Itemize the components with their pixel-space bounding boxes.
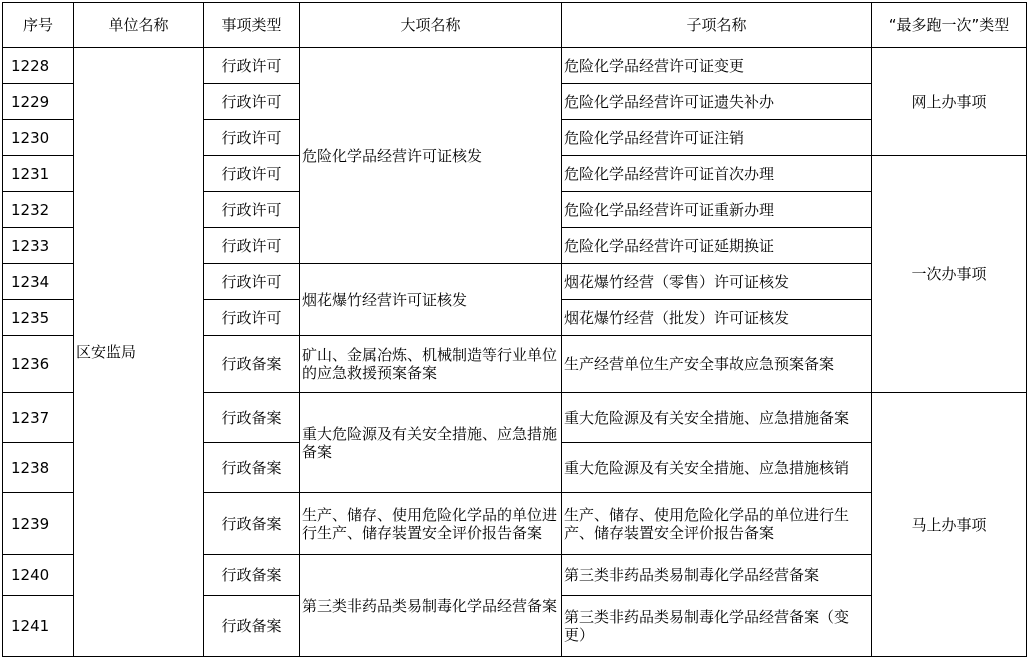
header-unit: 单位名称 [74,3,204,48]
sub-cell: 危险化学品经营许可证遗失补办 [562,84,872,120]
run-type-cell: 一次办事项 [872,156,1027,393]
seq-cell: 1228 [3,48,74,84]
seq-cell: 1239 [3,493,74,555]
major-cell: 生产、储存、使用危险化学品的单位进行生产、储存装置安全评价报告备案 [300,493,562,555]
seq-cell: 1230 [3,120,74,156]
sub-cell: 危险化学品经营许可证重新办理 [562,192,872,228]
sub-cell: 第三类非药品类易制毒化学品经营备案 [562,555,872,596]
table-row [3,48,1027,84]
sub-cell: 第三类非药品类易制毒化学品经营备案（变更） [562,596,872,657]
sub-cell: 危险化学品经营许可证注销 [562,120,872,156]
sub-cell: 生产经营单位生产安全事故应急预案备案 [562,336,872,393]
seq-cell: 1231 [3,156,74,192]
header-row [3,3,1027,48]
seq-cell: 1237 [3,393,74,443]
type-cell: 行政许可 [204,48,300,84]
type-cell: 行政许可 [204,84,300,120]
type-cell: 行政备案 [204,555,300,596]
type-cell: 行政许可 [204,300,300,336]
seq-cell: 1238 [3,443,74,493]
run-type-cell: 网上办事项 [872,48,1027,156]
header-sub: 子项名称 [562,3,872,48]
seq-cell: 1234 [3,264,74,300]
run-type-cell: 马上办事项 [872,393,1027,657]
sub-cell: 危险化学品经营许可证首次办理 [562,156,872,192]
major-cell: 危险化学品经营许可证核发 [300,48,562,264]
major-cell: 重大危险源及有关安全措施、应急措施备案 [300,393,562,493]
seq-cell: 1235 [3,300,74,336]
type-cell: 行政许可 [204,156,300,192]
type-cell: 行政备案 [204,336,300,393]
seq-cell: 1236 [3,336,74,393]
header-major: 大项名称 [300,3,562,48]
type-cell: 行政备案 [204,443,300,493]
seq-cell: 1229 [3,84,74,120]
header-type: 事项类型 [204,3,300,48]
sub-cell: 烟花爆竹经营（批发）许可证核发 [562,300,872,336]
type-cell: 行政备案 [204,596,300,657]
seq-cell: 1240 [3,555,74,596]
seq-cell: 1241 [3,596,74,657]
header-seq: 序号 [3,3,74,48]
type-cell: 行政许可 [204,228,300,264]
type-cell: 行政许可 [204,264,300,300]
seq-cell: 1233 [3,228,74,264]
sub-cell: 烟花爆竹经营（零售）许可证核发 [562,264,872,300]
major-cell: 矿山、金属冶炼、机械制造等行业单位的应急救援预案备案 [300,336,562,393]
items-table [2,2,1027,657]
header-run-type: “最多跑一次”类型 [872,3,1027,48]
type-cell: 行政备案 [204,393,300,443]
unit-cell: 区安监局 [74,48,204,657]
sub-cell: 危险化学品经营许可证变更 [562,48,872,84]
sub-cell: 生产、储存、使用危险化学品的单位进行生产、储存装置安全评价报告备案 [562,493,872,555]
seq-cell: 1232 [3,192,74,228]
type-cell: 行政许可 [204,192,300,228]
major-cell: 第三类非药品类易制毒化学品经营备案 [300,555,562,657]
sub-cell: 重大危险源及有关安全措施、应急措施核销 [562,443,872,493]
type-cell: 行政备案 [204,493,300,555]
type-cell: 行政许可 [204,120,300,156]
sub-cell: 危险化学品经营许可证延期换证 [562,228,872,264]
sub-cell: 重大危险源及有关安全措施、应急措施备案 [562,393,872,443]
major-cell: 烟花爆竹经营许可证核发 [300,264,562,336]
